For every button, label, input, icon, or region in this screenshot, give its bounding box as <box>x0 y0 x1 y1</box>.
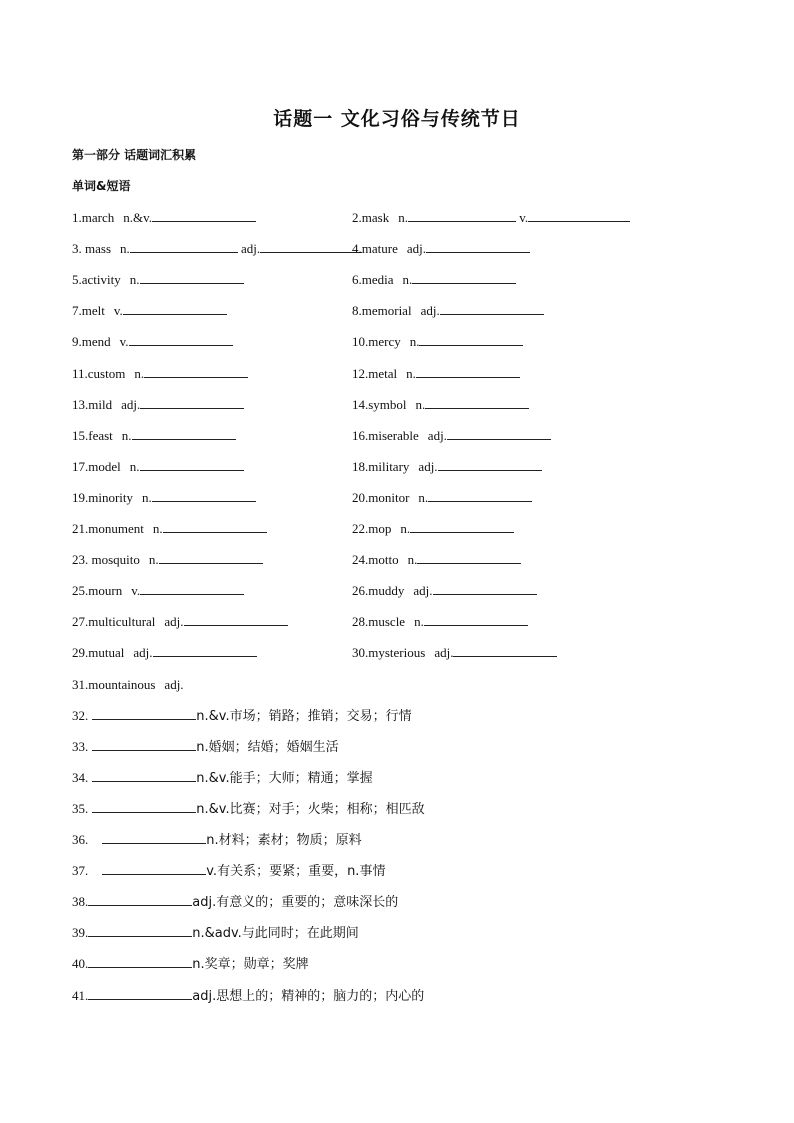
answer-blank[interactable] <box>428 489 532 502</box>
vocab-item <box>352 271 516 289</box>
answer-blank[interactable] <box>408 209 516 222</box>
reverse-item <box>72 707 412 725</box>
vocab-word: 21.monument <box>72 521 144 536</box>
part-of-speech: adj. <box>427 427 447 443</box>
answer-blank[interactable] <box>453 644 557 657</box>
part-of-speech: adj. <box>164 676 184 692</box>
reverse-item <box>72 924 359 942</box>
vocab-item <box>352 427 551 445</box>
part-of-speech: adj. <box>406 241 426 257</box>
vocab-word: 19.minority <box>72 489 134 505</box>
reverse-item <box>72 769 373 787</box>
vocab-item <box>352 333 523 351</box>
vocab-item <box>352 302 544 320</box>
answer-blank[interactable] <box>88 893 192 906</box>
answer-blank[interactable] <box>140 271 244 284</box>
answer-blank[interactable] <box>440 302 544 315</box>
item-number: 40. <box>72 956 89 972</box>
answer-blank[interactable] <box>528 209 630 222</box>
part-of-speech: n. <box>142 489 152 505</box>
item-number: 38. <box>72 894 89 910</box>
meaning-text: v.有关系；要紧；重要，n.事情 <box>206 864 386 880</box>
part-of-speech: n. <box>407 552 418 568</box>
part-of-speech: adj. <box>434 645 454 661</box>
vocab-item <box>72 209 256 227</box>
answer-blank[interactable] <box>140 582 244 595</box>
vocab-item <box>352 365 520 383</box>
vocab-word: 11.custom <box>72 365 126 381</box>
vocab-word: 14.symbol <box>352 396 407 412</box>
part-of-speech: adj. <box>133 645 153 661</box>
part-of-speech: v. <box>113 303 123 319</box>
vocab-item <box>72 365 248 383</box>
answer-blank[interactable] <box>417 551 521 564</box>
vocab-word: 6.media <box>352 272 394 288</box>
item-number: 34. <box>72 769 89 785</box>
reverse-item <box>72 955 309 973</box>
page-title: 话题一 文化习俗与传统节日 <box>273 108 521 130</box>
part-of-speech: n. <box>415 396 426 412</box>
part-heading: 第一部分 话题词汇积累 <box>72 148 197 162</box>
vocab-word: 12.metal <box>352 365 398 381</box>
vocab-item <box>72 458 244 476</box>
vocab-word: 3. mass <box>72 241 111 257</box>
part-of-speech: n. <box>409 334 420 350</box>
answer-blank[interactable] <box>88 924 192 937</box>
answer-blank[interactable] <box>144 365 248 378</box>
vocab-word: 20.monitor <box>352 489 410 505</box>
item-number: 39. <box>72 925 89 941</box>
meaning-text: n.&v.市场；销路；推销；交易；行情 <box>196 708 412 724</box>
vocab-item <box>72 644 257 662</box>
vocab-item <box>72 396 244 414</box>
answer-blank[interactable] <box>260 240 362 253</box>
vocab-word: 29.mutual <box>72 645 125 661</box>
vocab-item <box>352 551 521 569</box>
part-of-speech: n. <box>129 458 140 474</box>
vocab-word: 16.miserable <box>352 427 419 443</box>
reverse-item <box>72 987 424 1005</box>
answer-blank[interactable] <box>92 738 196 751</box>
part-of-speech: v. <box>119 334 129 350</box>
meaning-text: n.婚姻；结婚；婚姻生活 <box>196 739 339 755</box>
vocab-word: 26.muddy <box>352 583 405 599</box>
part-of-speech-2: v. <box>519 210 529 225</box>
vocab-word: 1.march <box>72 210 115 225</box>
reverse-item <box>72 893 398 911</box>
answer-blank[interactable] <box>102 831 206 844</box>
answer-blank[interactable] <box>425 396 529 409</box>
answer-blank[interactable] <box>129 333 233 346</box>
meaning-text: adj.有意义的；重要的；意味深长的 <box>192 895 399 911</box>
answer-blank[interactable] <box>88 987 192 1000</box>
vocab-item <box>352 396 529 414</box>
vocab-word: 31.mountainous <box>72 676 156 692</box>
vocab-item <box>72 271 244 289</box>
vocab-word: 5.activity <box>72 272 121 288</box>
answer-blank[interactable] <box>424 613 528 626</box>
part-of-speech: n.&v. <box>123 210 153 225</box>
part-of-speech: n. <box>121 427 132 443</box>
vocab-item <box>72 613 288 631</box>
meaning-text: n.&v.能手；大师；精通；掌握 <box>196 770 373 786</box>
answer-blank[interactable] <box>88 955 192 968</box>
reverse-item <box>72 862 385 880</box>
part-of-speech: n. <box>148 552 159 568</box>
part-of-speech: adj. <box>121 396 141 412</box>
part-of-speech: adj. <box>418 458 438 474</box>
part-of-speech: n. <box>152 521 163 536</box>
answer-blank[interactable] <box>447 427 551 440</box>
answer-blank[interactable] <box>140 396 244 409</box>
answer-blank[interactable] <box>92 707 196 720</box>
vocab-word: 10.mercy <box>352 334 401 350</box>
vocab-item <box>72 302 227 320</box>
vocab-item <box>352 489 532 507</box>
vocab-word: 2.mask <box>352 210 390 225</box>
answer-blank[interactable] <box>153 644 257 657</box>
part-of-speech: n. <box>406 365 416 381</box>
item-number: 37. <box>72 863 89 879</box>
item-number: 41. <box>72 987 89 1003</box>
reverse-item <box>72 738 339 756</box>
part-of-speech: n. <box>400 521 411 536</box>
vocab-item <box>352 520 514 538</box>
vocab-word: 8.memorial <box>352 303 412 319</box>
vocab-word: 17.model <box>72 458 121 474</box>
item-number: 36. <box>72 832 89 847</box>
answer-blank[interactable] <box>132 427 236 440</box>
item-number: 33. <box>72 738 89 754</box>
vocab-item <box>72 427 236 445</box>
vocab-item <box>352 644 557 662</box>
part-of-speech: adj. <box>413 583 433 599</box>
answer-blank[interactable] <box>412 271 516 284</box>
vocab-item <box>352 582 537 600</box>
part-of-speech: adj. <box>420 303 440 319</box>
vocab-word: 15.feast <box>72 427 113 443</box>
vocab-word: 25.mourn <box>72 583 123 599</box>
vocab-word: 22.mop <box>352 521 392 536</box>
vocab-item <box>72 520 267 538</box>
part-of-speech: n. <box>134 365 145 381</box>
vocab-item <box>352 613 528 631</box>
sub-heading: 单词&短语 <box>72 179 131 193</box>
part-of-speech: n. <box>398 210 408 225</box>
vocab-word: 18.military <box>352 458 410 474</box>
vocab-item <box>72 240 362 258</box>
vocab-item <box>72 582 244 600</box>
part-of-speech: n. <box>414 614 424 630</box>
part-of-speech: adj. <box>164 614 184 630</box>
item-number: 32. <box>72 707 89 723</box>
vocab-word: 7.melt <box>72 303 105 319</box>
vocab-item <box>72 551 263 569</box>
vocab-word: 23. mosquito <box>72 552 140 568</box>
answer-blank[interactable] <box>433 582 537 595</box>
answer-blank[interactable] <box>184 613 288 626</box>
answer-blank[interactable] <box>102 862 206 875</box>
part-of-speech: n. <box>129 272 140 288</box>
vocab-item <box>72 676 184 694</box>
answer-blank[interactable] <box>159 551 263 564</box>
part-of-speech: n. <box>402 272 413 288</box>
answer-blank[interactable] <box>438 458 542 471</box>
answer-blank[interactable] <box>416 365 520 378</box>
answer-blank[interactable] <box>152 209 256 222</box>
answer-blank[interactable] <box>426 240 530 253</box>
meaning-text: n.奖章；勋章；奖牌 <box>192 957 309 973</box>
vocab-word: 13.mild <box>72 396 113 412</box>
vocab-item <box>72 333 233 351</box>
vocab-item <box>352 240 530 258</box>
part-of-speech: n. <box>120 241 130 257</box>
reverse-item <box>72 800 425 818</box>
item-number: 35. <box>72 800 89 816</box>
vocab-item <box>72 489 256 507</box>
part-of-speech: n. <box>418 489 429 505</box>
part-of-speech-2: adj. <box>241 241 261 257</box>
reverse-item <box>72 831 362 849</box>
vocab-item <box>352 209 630 227</box>
part-of-speech: v. <box>131 583 141 599</box>
answer-blank[interactable] <box>140 458 244 471</box>
answer-blank[interactable] <box>92 800 196 813</box>
answer-blank[interactable] <box>410 520 514 533</box>
answer-blank[interactable] <box>152 489 256 502</box>
vocab-item <box>352 458 542 476</box>
answer-blank[interactable] <box>163 520 267 533</box>
answer-blank[interactable] <box>419 333 523 346</box>
meaning-text: n.&v.比赛；对手；火柴；相称；相匹敌 <box>196 801 425 817</box>
meaning-text: n.&adv.与此同时；在此期间 <box>192 926 359 942</box>
vocab-word: 27.multicultural <box>72 614 156 630</box>
meaning-text: adj.思想上的；精神的；脑力的；内心的 <box>192 988 425 1004</box>
vocab-word: 9.mend <box>72 334 111 350</box>
vocab-word: 28.muscle <box>352 614 406 630</box>
vocab-word: 24.motto <box>352 552 399 568</box>
answer-blank[interactable] <box>123 302 227 315</box>
vocab-word: 30.mysterious <box>352 645 426 661</box>
meaning-text: n.材料；素材；物质；原料 <box>206 833 362 848</box>
answer-blank[interactable] <box>130 240 238 253</box>
answer-blank[interactable] <box>92 769 196 782</box>
vocab-word: 4.mature <box>352 241 398 257</box>
